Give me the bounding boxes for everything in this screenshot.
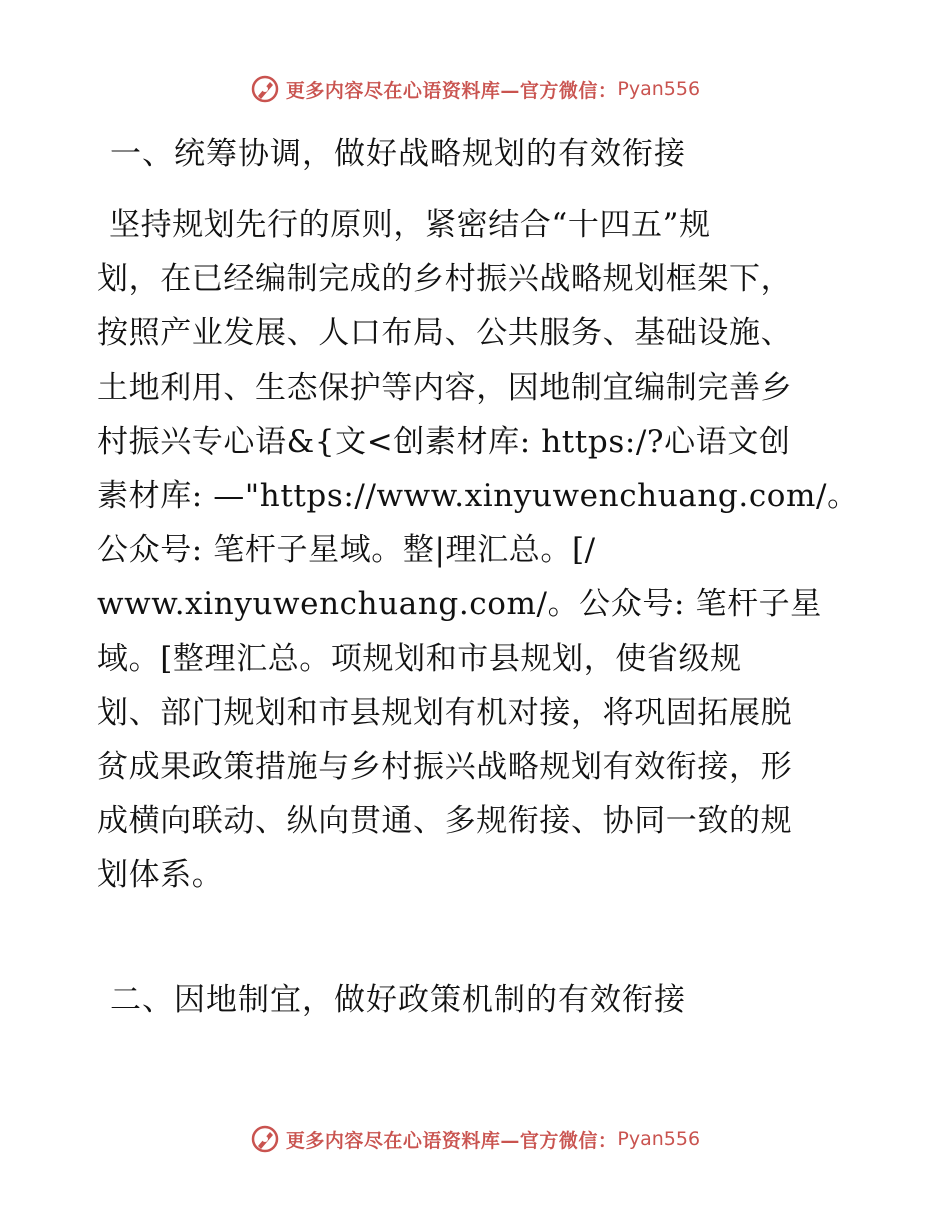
- section-1-paragraph: [97, 198, 857, 902]
- paragraph-line: www.xinyuwenchuang.com/。公众号: 笔杆子星: [97, 586, 822, 623]
- xinyu-logo-icon: [250, 1124, 280, 1154]
- footer-banner: [0, 1124, 950, 1154]
- paragraph-line: 成横向联动、纵向贯通、多规衔接、协同一致的规: [97, 803, 793, 840]
- paragraph-line: 划体系。: [97, 857, 224, 894]
- paragraph-line: 土地利用、生态保护等内容，因地制宜编制完善乡: [97, 369, 793, 406]
- section-1-heading: 一、统筹协调，做好战略规划的有效衔接: [110, 136, 686, 172]
- banner-wechat-id: Pyan556: [617, 1128, 701, 1150]
- paragraph-line: 域。[整理汇总。项规划和市县规划，使省级规: [97, 640, 742, 677]
- paragraph-line: 公众号: 笔杆子星域。整|理汇总。[/: [97, 532, 596, 569]
- banner-text: 更多内容尽在心语资料库—官方微信：: [285, 79, 618, 102]
- paragraph-line: 划，在已经编制完成的乡村振兴战略规划框架下，: [97, 261, 793, 298]
- paragraph-line: 坚持规划先行的原则，紧密结合“十四五”规: [109, 207, 711, 243]
- paragraph-line: 素材库: —"https://www.xinyuwenchuang.com/。: [97, 477, 859, 514]
- section-2-heading: 二、因地制宜，做好政策机制的有效衔接: [110, 982, 686, 1018]
- paragraph-line: 村振兴专心语&{文<创素材库: https:/?心语文创: [97, 423, 791, 460]
- paragraph-line: 贫成果政策措施与乡村振兴战略规划有效衔接，形: [97, 748, 793, 785]
- paragraph-line: 划、部门规划和市县规划有机对接，将巩固拓展脱: [97, 694, 793, 731]
- paragraph-line: 按照产业发展、人口布局、公共服务、基础设施、: [97, 315, 793, 352]
- banner-wechat-id: Pyan556: [617, 78, 701, 100]
- header-banner: [0, 74, 950, 104]
- xinyu-logo-icon: [250, 74, 280, 104]
- banner-text: 更多内容尽在心语资料库—官方微信：: [285, 1129, 618, 1152]
